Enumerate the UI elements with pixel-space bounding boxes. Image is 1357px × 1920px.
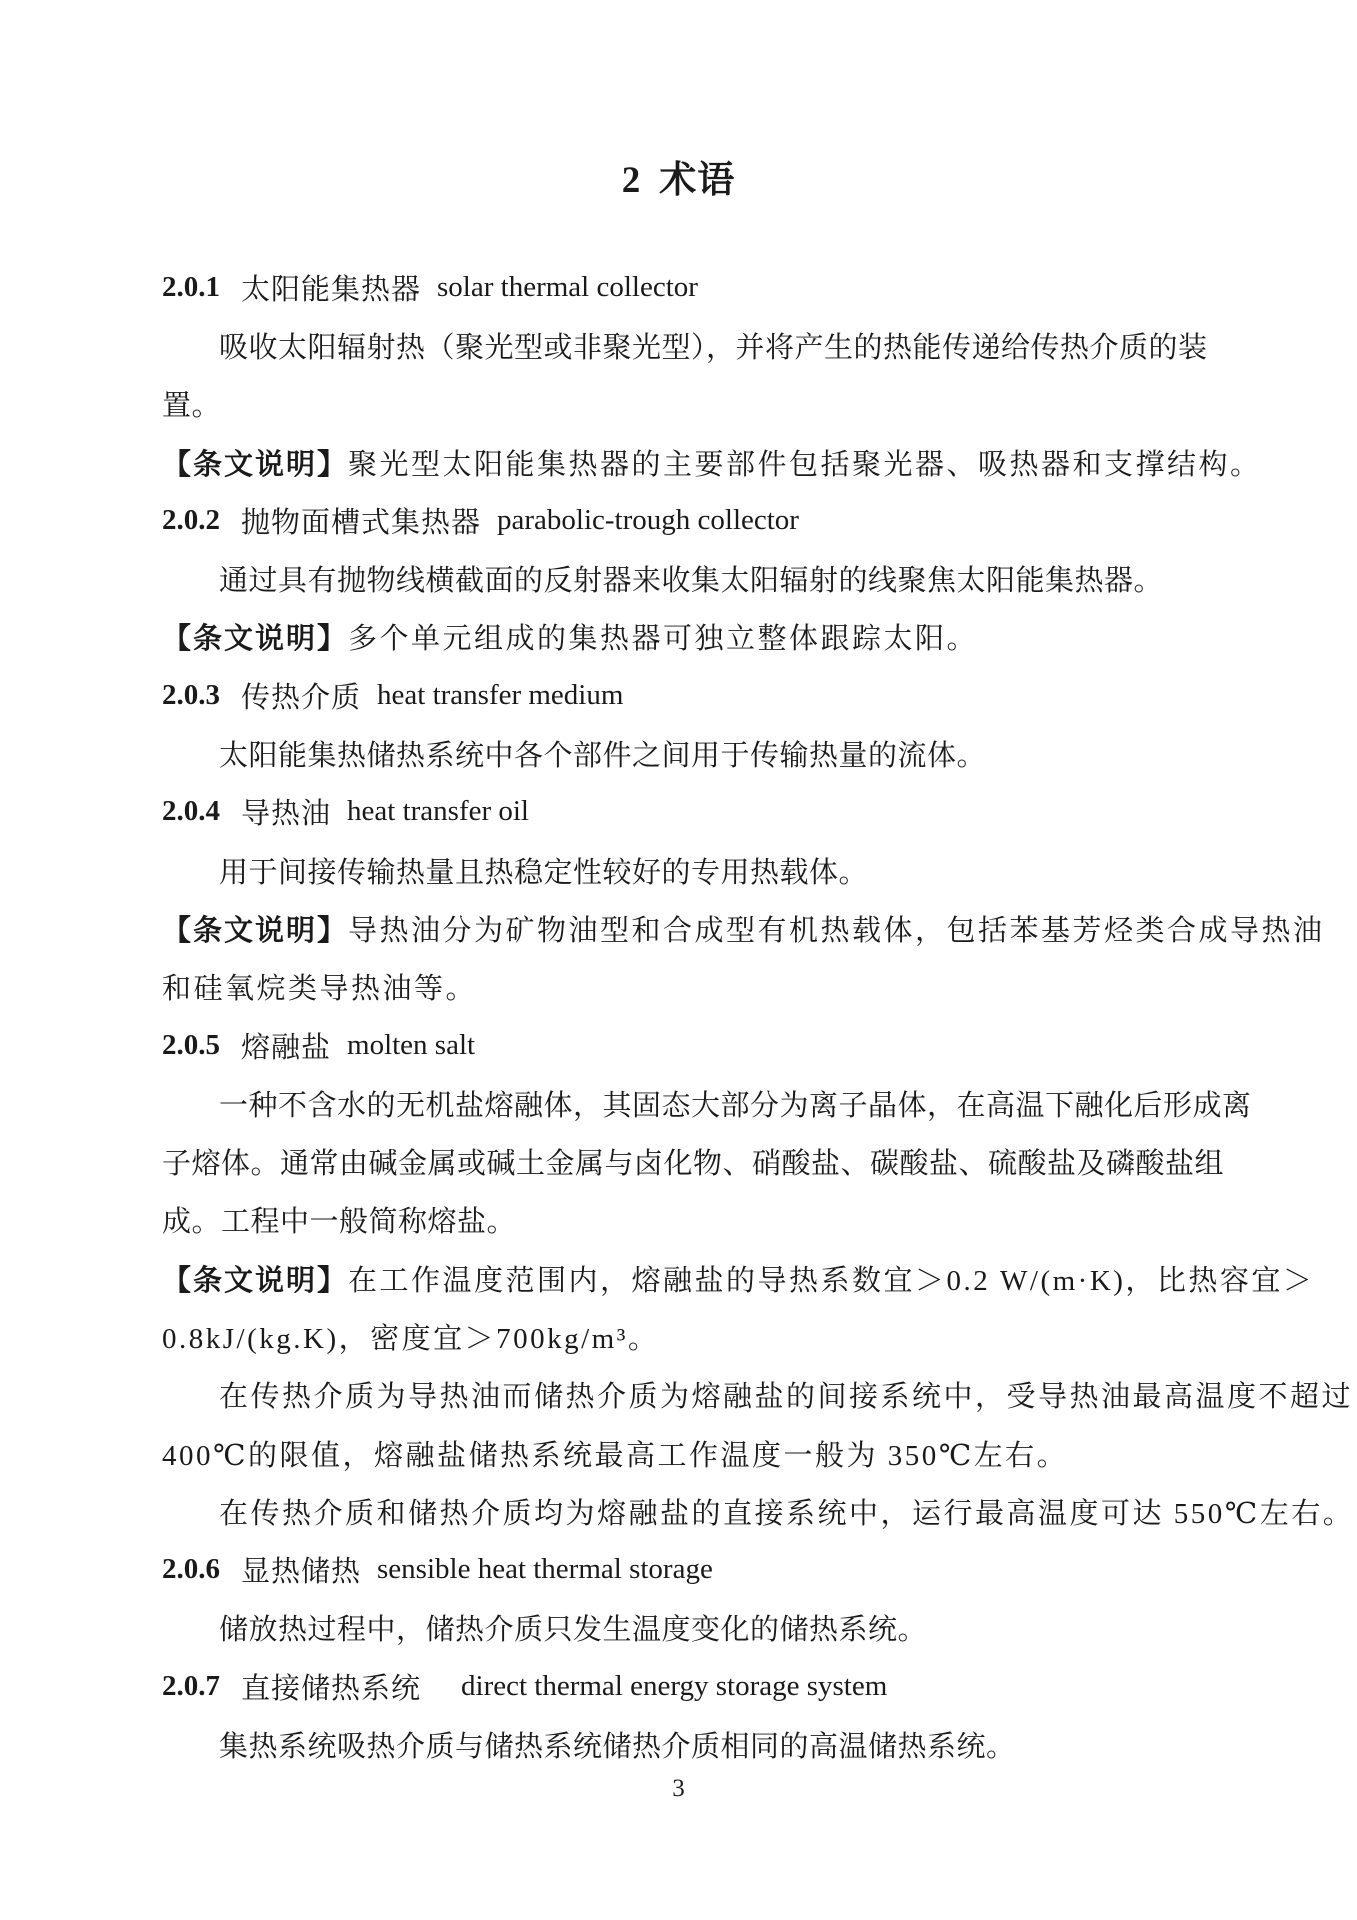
clause-note-line bbox=[162, 1366, 1354, 1424]
definition-line bbox=[162, 375, 1237, 433]
term-heading bbox=[162, 1541, 1237, 1599]
term-name-en: parabolic-trough collector bbox=[497, 503, 799, 536]
term-name-en: direct thermal energy storage system bbox=[461, 1669, 888, 1702]
term-name-zh: 传热介质 bbox=[241, 681, 362, 714]
term-name-zh: 导热油 bbox=[241, 798, 332, 831]
clause-note-text: 多个单元组成的集热器可独立整体跟踪太阳。 bbox=[348, 623, 979, 656]
definition-text: 子熔体。通常由碱金属或碱土金属与卤化物、硝酸盐、碳酸盐、硫酸盐及磷酸盐组 bbox=[162, 1148, 1225, 1181]
clause-note-line bbox=[162, 958, 1237, 1016]
term-name-zh: 太阳能集热器 bbox=[241, 273, 422, 306]
definition-line bbox=[162, 549, 1237, 607]
term-number: 2.0.1 bbox=[162, 270, 220, 303]
clause-note-line bbox=[162, 1424, 1237, 1482]
definition-line bbox=[162, 724, 1237, 782]
definition-text: 太阳能集热储热系统中各个部件之间用于传输热量的流体。 bbox=[219, 740, 987, 773]
definition-line bbox=[162, 1074, 1252, 1132]
document-body bbox=[0, 258, 1357, 1774]
term-name-en: sensible heat thermal storage bbox=[377, 1553, 713, 1586]
term-heading bbox=[162, 1657, 1237, 1715]
term-number: 2.0.2 bbox=[162, 503, 220, 536]
definition-text: 集热系统吸热介质与储热系统储热介质相同的高温储热系统。 bbox=[219, 1731, 1016, 1764]
clause-note-text: 在传热介质和储热介质均为熔融盐的直接系统中，运行最高温度可达 550℃左右。 bbox=[219, 1497, 1355, 1530]
term-name-zh: 直接储热系统 bbox=[241, 1672, 422, 1705]
clause-note-line bbox=[162, 899, 1325, 957]
definition-text: 置。 bbox=[162, 390, 222, 423]
definition-text: 通过具有抛物线横截面的反射器来收集太阳辐射的线聚焦太阳能集热器。 bbox=[219, 565, 1164, 598]
term-name-zh: 显热储热 bbox=[241, 1556, 362, 1589]
clause-note-line bbox=[162, 1482, 1355, 1540]
term-number: 2.0.5 bbox=[162, 1028, 220, 1061]
definition-line bbox=[162, 841, 1237, 899]
clause-note-text: 0.8kJ/(kg.K)，密度宜＞700kg/m³。 bbox=[162, 1322, 660, 1355]
clause-note-line bbox=[162, 1307, 1237, 1365]
term-heading bbox=[162, 783, 1237, 841]
term-heading bbox=[162, 666, 1237, 724]
definition-text: 吸收太阳辐射热（聚光型或非聚光型），并将产生的热能传递给传热介质的装 bbox=[219, 331, 1208, 364]
clause-note-label: 【条文说明】 bbox=[162, 1264, 349, 1297]
definition-line bbox=[162, 316, 1237, 374]
clause-note-line bbox=[162, 1249, 1315, 1307]
term-name-en: heat transfer medium bbox=[377, 678, 624, 711]
term-number: 2.0.7 bbox=[162, 1669, 220, 1702]
page-number: 3 bbox=[672, 1774, 685, 1802]
chapter-number: 2 bbox=[621, 160, 642, 201]
clause-note-line bbox=[162, 608, 1237, 666]
definition-line bbox=[162, 1599, 1237, 1657]
definition-line bbox=[162, 1715, 1237, 1773]
definition-text: 储放热过程中，储热介质只发生温度变化的储热系统。 bbox=[219, 1614, 928, 1647]
clause-note-label: 【条文说明】 bbox=[162, 914, 349, 947]
definition-text: 用于间接传输热量且热稳定性较好的专用热载体。 bbox=[219, 856, 869, 889]
term-heading bbox=[162, 491, 1237, 549]
clause-note-label: 【条文说明】 bbox=[162, 623, 349, 656]
term-name-zh: 抛物面槽式集热器 bbox=[241, 506, 482, 539]
clause-note-text: 和硅氧烷类导热油等。 bbox=[162, 973, 478, 1006]
term-heading bbox=[162, 258, 1237, 316]
clause-note-text: 聚光型太阳能集热器的主要部件包括聚光器、吸热器和支撑结构。 bbox=[348, 448, 1262, 481]
term-number: 2.0.3 bbox=[162, 678, 220, 711]
clause-note-text: 导热油分为矿物油型和合成型有机热载体，包括苯基芳烃类合成导热油 bbox=[348, 914, 1325, 947]
definition-line bbox=[162, 1132, 1237, 1190]
definition-text: 成。工程中一般简称熔盐。 bbox=[162, 1206, 517, 1239]
definition-text: 一种不含水的无机盐熔融体，其固态大部分为离子晶体，在高温下融化后形成离 bbox=[219, 1089, 1252, 1122]
term-heading bbox=[162, 1016, 1237, 1074]
clause-note-text: 400℃的限值，熔融盐储热系统最高工作温度一般为 350℃左右。 bbox=[162, 1439, 1069, 1472]
clause-note-label: 【条文说明】 bbox=[162, 448, 349, 481]
term-number: 2.0.4 bbox=[162, 795, 220, 828]
clause-note-line bbox=[162, 433, 1262, 491]
clause-note-text: 在传热介质为导热油而储热介质为熔融盐的间接系统中，受导热油最高温度不超过 bbox=[219, 1381, 1354, 1414]
definition-line bbox=[162, 1191, 1237, 1249]
term-name-en: heat transfer oil bbox=[347, 795, 529, 828]
term-name-en: molten salt bbox=[347, 1028, 476, 1061]
clause-note-text: 在工作温度范围内，熔融盐的导热系数宜＞0.2 W/(m·K)，比热容宜＞ bbox=[348, 1264, 1315, 1297]
page-title bbox=[0, 0, 1357, 206]
chapter-title: 术语 bbox=[659, 160, 736, 201]
term-number: 2.0.6 bbox=[162, 1553, 220, 1586]
term-name-en: solar thermal collector bbox=[437, 270, 698, 303]
term-name-zh: 熔融盐 bbox=[241, 1031, 332, 1064]
